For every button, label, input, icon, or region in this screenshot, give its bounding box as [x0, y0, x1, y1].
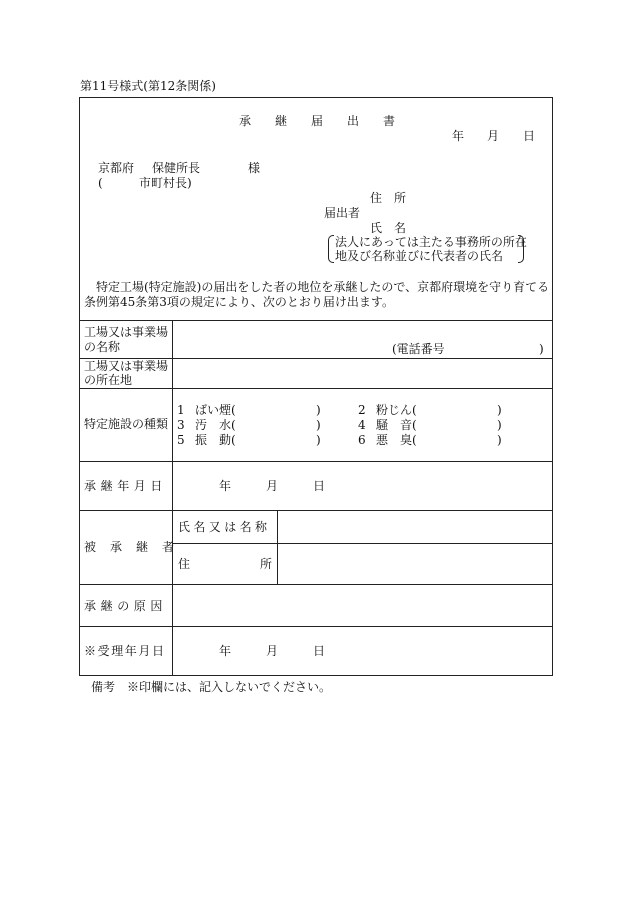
- document-title: 承 継 届 出 書: [239, 114, 402, 128]
- intro-line1: 特定工場(特定施設)の届出をした者の地位を承継したので、京都府環境を守り育てる: [96, 280, 550, 294]
- row-divider-1: [80, 320, 552, 321]
- predecessor-name-label: 氏名又は名称: [178, 520, 271, 534]
- addressee-prefecture: 京都府: [98, 161, 135, 175]
- predecessor-subcolumn-divider: [277, 510, 278, 584]
- succession-date-month: 月: [266, 479, 279, 493]
- left-bracket: [328, 235, 334, 263]
- facility-item-no: 6: [358, 433, 366, 447]
- row-divider-4: [80, 461, 552, 462]
- predecessor-label: 被承継者: [84, 540, 189, 554]
- succession-reason-label: 承継の原因: [84, 599, 168, 613]
- form-number: 第11号様式(第12条関係): [80, 79, 216, 93]
- predecessor-address-field[interactable]: [281, 546, 546, 582]
- notifier-address-label: 住 所: [370, 191, 407, 205]
- date-day[interactable]: 日: [523, 129, 536, 143]
- row-divider-3: [80, 388, 552, 389]
- receipt-date-year: 年: [219, 644, 232, 658]
- facility-item-no: 1: [177, 403, 185, 417]
- succession-reason-field[interactable]: [176, 588, 546, 624]
- date-month[interactable]: 月: [487, 129, 500, 143]
- receipt-date-field[interactable]: [176, 630, 546, 672]
- receipt-date-day: 日: [313, 644, 326, 658]
- succession-date-field[interactable]: [176, 465, 546, 507]
- facility-item-field[interactable]: [244, 432, 314, 446]
- notifier-label: 届出者: [324, 206, 361, 220]
- row-divider-5: [80, 510, 552, 511]
- facility-item-close: ): [497, 433, 502, 447]
- corporation-note-bracket: [328, 235, 527, 263]
- facility-item-field[interactable]: [424, 402, 494, 416]
- corporation-note-line1: 法人にあっては主たる事務所の所在: [335, 235, 527, 249]
- facility-item-close: ): [316, 403, 321, 417]
- succession-date-label: [84, 480, 168, 492]
- facility-item-close: ): [497, 403, 502, 417]
- predecessor-address-label-2: 所: [260, 557, 273, 571]
- phone-close: ): [539, 342, 544, 356]
- facility-item-close: ): [497, 418, 502, 432]
- row-divider-7: [80, 584, 552, 585]
- addressee-paren-open: (: [98, 176, 103, 190]
- facility-item-no: 2: [358, 403, 366, 417]
- factory-name-label-2: の名称: [84, 340, 121, 354]
- addressee-health-center: 保健所長: [152, 161, 201, 175]
- facility-type-label: 特定施設の種類: [84, 417, 169, 431]
- row-divider-6: [173, 543, 552, 544]
- facility-item-no: 4: [358, 418, 366, 432]
- phone-field[interactable]: [452, 340, 536, 356]
- receipt-date-label: ※受理年月日: [84, 644, 166, 658]
- facility-item-field[interactable]: [244, 402, 314, 416]
- facility-item-no: 5: [177, 433, 185, 447]
- facility-item-close: ): [316, 433, 321, 447]
- factory-name-label-1: 工場又は事業場: [84, 325, 169, 339]
- facility-item-name: 振 動(: [195, 433, 236, 447]
- predecessor-address-label-1: 住: [178, 557, 191, 571]
- intro-line2: 条例第45条第3項の規定により、次のとおり届け出ます。: [84, 295, 394, 309]
- succession-date-year: 年: [219, 479, 232, 493]
- addressee-honorific: 様: [248, 161, 261, 175]
- facility-item-close: ): [316, 418, 321, 432]
- addressee-mayor: 市町村長): [139, 176, 192, 190]
- facility-item-field[interactable]: [424, 432, 494, 446]
- facility-item-name: 粉じん(: [376, 403, 417, 417]
- facility-item-name: 騒 音(: [376, 418, 417, 432]
- phone-label: (電話番号: [392, 342, 445, 356]
- factory-location-field[interactable]: [176, 360, 546, 386]
- succession-date-day: 日: [313, 479, 326, 493]
- row-divider-8: [80, 626, 552, 627]
- predecessor-name-field[interactable]: [281, 513, 546, 541]
- facility-item-field[interactable]: [424, 417, 494, 431]
- facility-item-no: 3: [177, 418, 185, 432]
- facility-item-name: ばい煙(: [195, 403, 236, 417]
- factory-location-label-1: 工場又は事業場: [84, 359, 169, 373]
- notifier-name-label: 氏 名: [370, 221, 407, 235]
- remarks: 備考 ※印欄には、記入しないでください。: [91, 680, 332, 694]
- date-year[interactable]: 年: [452, 129, 465, 143]
- label-column-divider: [172, 320, 173, 675]
- factory-location-label-2: の所在地: [84, 373, 133, 387]
- facility-item-field[interactable]: [244, 417, 314, 431]
- corporation-note-line2: 地及び名称並びに代表者の氏名: [335, 249, 504, 263]
- succession-date-label-text: 承継年月日: [84, 479, 168, 493]
- receipt-date-month: 月: [266, 644, 279, 658]
- facility-item-name: 汚 水(: [195, 418, 236, 432]
- facility-item-name: 悪 臭(: [376, 433, 417, 447]
